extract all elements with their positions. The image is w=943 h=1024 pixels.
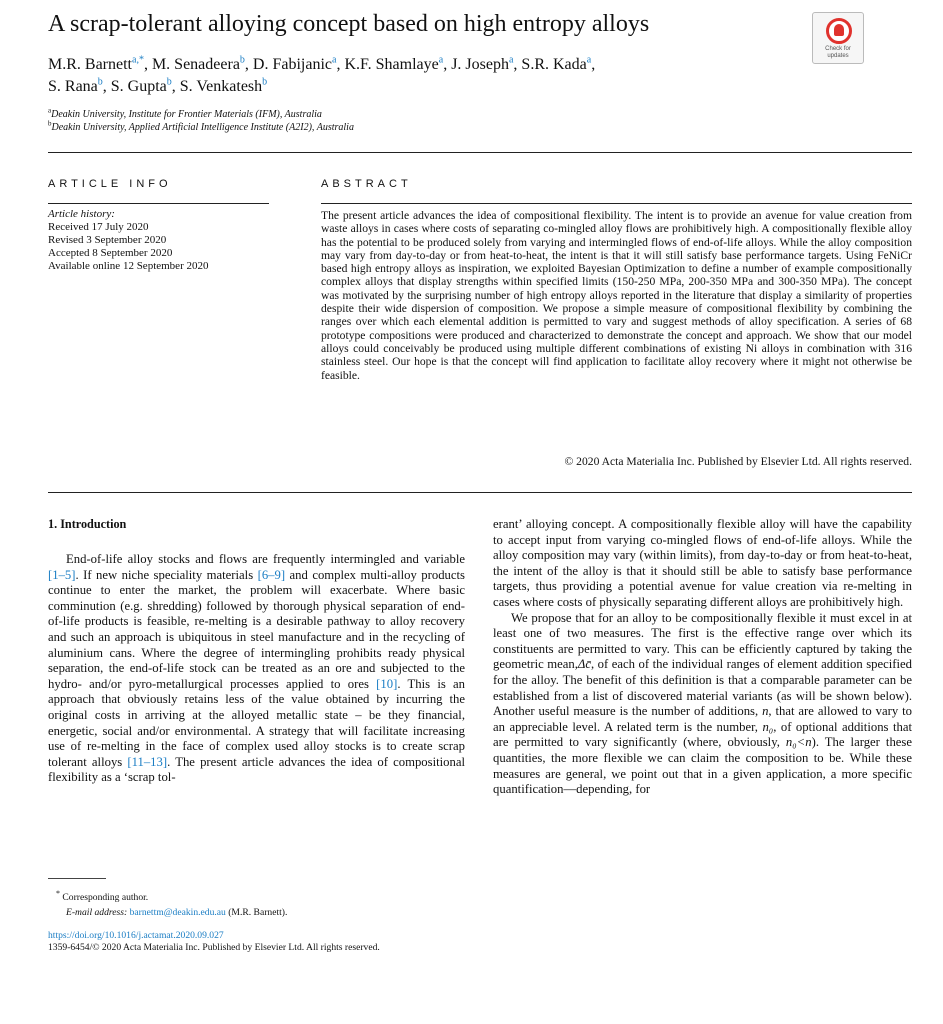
footnote-divider bbox=[48, 878, 106, 879]
history-revised: Revised 3 September 2020 bbox=[48, 234, 167, 246]
article-info-heading: ARTICLE INFO bbox=[48, 178, 172, 190]
author-name: S.R. Kada bbox=[521, 56, 587, 73]
author-affiliation-marker[interactable]: a bbox=[438, 54, 444, 66]
math-symbol: n₀<n bbox=[785, 735, 812, 750]
footnote bbox=[48, 886, 468, 920]
header-divider bbox=[48, 152, 912, 153]
article-history-label: Article history: bbox=[48, 208, 115, 220]
author-name: S. Gupta bbox=[110, 78, 167, 95]
affiliation-line bbox=[48, 108, 354, 121]
right-column bbox=[493, 517, 912, 798]
affiliation-marker: b bbox=[48, 119, 52, 128]
left-column bbox=[48, 552, 465, 786]
intro-paragraph-2: We propose that for an alloy to be compositionally flexible it must excel in at least one of two measures. The first is the effective range over which its constituents are permitted to vary. This can be efficiently captured by taking the geometric mean,Δc̄, of each of the individual ranges of element addition specified for the alloy. The benefit of this definition is that a comparable parameter can be established from a list of discovered material variants (as will be shown below). Another useful measure is the number of additions, n, that are allowed to vary to an appreciable level. A related term is the number, n₀, of optional additions that are permitted to vary significantly (where, obviously, n₀<n). The larger these quantities, the more flexible we can claim the composition to be. While these measures are general, we point out that in a given application, a more specific quantification—depending, for bbox=[493, 610, 912, 797]
intro-paragraph-1: End-of-life alloy stocks and flows are frequently intermingled and variable [1–5]. If new niche speciality materials [6–9] and complex multi-alloy products continue to enter the market, the problem will exacerbate. Where basic comminution (e.g. shredding) followed by thorough physical separation of end-of-life products is feasible, re-melting is a desirable pathway to alloy recovery and such an approach is ubiquitous in steel manufacture and in the recycling of aluminium cans. Where the degree of intermingling prohibits ready physical separation, the end-of-life stock can be treated as an ore and subjected to the hydro- and/or pyro-metallurgical processes applied to ores [10]. This is an approach that obviously retains less of the value obtained by incurring the original costs in arriving at the alloyed metallic state – be they financial, energetic, social and/or environmental. A strategy that will facilitate increasing use of re-melting in the face of complex used alloy stocks is to create scrap tolerant alloys [11–13]. The present article advances the idea of compositional flexibility as a ‘scrap tol- bbox=[48, 552, 466, 785]
footnote-star: * bbox=[56, 889, 60, 898]
citation-link[interactable]: [6–9] bbox=[257, 567, 286, 582]
doi-link[interactable]: https://doi.org/10.1016/j.actamat.2020.09.027 bbox=[48, 930, 224, 941]
history-accepted: Accepted 8 September 2020 bbox=[48, 247, 173, 259]
email-owner: (M.R. Barnett). bbox=[228, 907, 288, 919]
math-symbol: n₀ bbox=[762, 719, 774, 734]
article-info-divider bbox=[48, 203, 269, 204]
citation-link[interactable]: [10] bbox=[376, 676, 398, 691]
badge-caption: Check for updates bbox=[825, 46, 851, 59]
affiliation-line bbox=[48, 121, 354, 134]
email-link[interactable]: barnettm@deakin.edu.au bbox=[129, 907, 226, 919]
affiliations bbox=[48, 108, 354, 134]
math-symbol: n bbox=[762, 704, 769, 719]
abstract-divider bbox=[321, 203, 912, 204]
affiliation-marker: a bbox=[48, 106, 52, 115]
author-name: S. Rana bbox=[48, 78, 98, 95]
check-for-updates-icon[interactable] bbox=[812, 12, 864, 64]
history-received: Received 17 July 2020 bbox=[48, 221, 149, 233]
author-name: S. Venkatesh bbox=[179, 78, 263, 95]
author-affiliation-marker[interactable]: b bbox=[166, 76, 172, 88]
abstract-heading: ABSTRACT bbox=[321, 178, 412, 190]
author-affiliation-marker[interactable]: b bbox=[262, 76, 268, 88]
author-name: D. Fabijanic bbox=[252, 56, 333, 73]
author-name: M.R. Barnett bbox=[48, 56, 132, 73]
abstract-copyright: © 2020 Acta Materialia Inc. Published by Elsevier Ltd. All rights reserved. bbox=[564, 455, 912, 468]
author-name: J. Joseph bbox=[451, 56, 509, 73]
history-online: Available online 12 September 2020 bbox=[48, 260, 209, 272]
email-label: E-mail address: bbox=[66, 907, 128, 919]
section-heading-introduction: 1. Introduction bbox=[48, 517, 127, 531]
corresponding-author-note: Corresponding author. bbox=[62, 892, 149, 904]
affiliation-text: Deakin University, Institute for Frontier Materials (IFM), Australia bbox=[51, 109, 322, 120]
author-name: K.F. Shamlaye bbox=[344, 56, 439, 73]
paper-title: A scrap-tolerant alloying concept based on high entropy alloys bbox=[48, 11, 650, 37]
author-name: M. Senadeera bbox=[151, 56, 240, 73]
author-affiliation-marker[interactable]: a bbox=[586, 54, 592, 66]
abstract-bottom-divider bbox=[48, 492, 912, 493]
abstract-text: The present article advances the idea of compositional flexibility. The intent is to provide an avenue for value creation from waste alloys in cases where costs of separating co-mingled alloy flows are prohibitively high. A compositionally flexible alloy has the potential to be produced solely from varying and intermingled flows of end-of-life alloys. While the alloy composition may vary from day-to-day or from heat-to-heat, the intent is that it will still satisfy base performance targets. Using FeNiCr based high entropy alloys as inspiration, we exploited Bayesian Optimization to define a number of example compositionally complex alloys that display strengths within specified limits (150-250 MPa, 200-350 MPa and 300-350 MPa). The concept was motivated by the surprising number of high entropy alloys reported in the literature that display a similarity of properties despite their wide dispersion of composition. We propose a simple measure of compositional flexibility by combining the ranges over which each elemental addition is permitted to vary and suggest methods of alloy specification. A series of 68 prototype compositions were produced and characterized to demonstrate the concept and approach. We show that our model alloys could conceivably be produced using multiple different combinations of existing Ni alloys in combination with 316 stainless steel. Our hope is that the concept will find application to facilitate alloy recovery where it might not otherwise be feasible. bbox=[321, 209, 912, 382]
author-affiliation-marker[interactable]: b bbox=[97, 76, 103, 88]
author-list: M.R. Barnett$^{a,*}$, M. Senadeera$^b$, D. Fabijanic$^a$, K.F. Shamlaye$^a$, J. Joseph$^a$, S.R. Kada$^a$, S. Rana$^b$, S. Gupta$^b$, S. Venkatesh$^b$ bbox=[48, 54, 596, 95]
citation-link[interactable]: [1–5] bbox=[48, 567, 76, 582]
author-affiliation-marker[interactable]: b bbox=[239, 54, 245, 66]
math-symbol: Δc̄ bbox=[577, 657, 591, 672]
affiliation-text: Deakin University, Applied Artificial Intelligence Institute (A2I2), Australia bbox=[51, 122, 354, 133]
doi-block bbox=[48, 930, 508, 954]
issn-copyright: 1359-6454/© 2020 Acta Materialia Inc. Published by Elsevier Ltd. All rights reserved. bbox=[48, 942, 380, 953]
author-affiliation-marker[interactable]: a,* bbox=[132, 54, 144, 66]
author-affiliation-marker[interactable]: a bbox=[508, 54, 514, 66]
updates-badge-symbol bbox=[826, 18, 852, 44]
intro-paragraph-1-continued: erant’ alloying concept. A compositionally flexible alloy will have the capability to accept input from varying co-mingled flows of end-of-life alloys. While the alloy composition may vary (within limits), from day-to-day or from heat-to-heat, the intent of the alloy is that it should still be able to satisfy base performance targets, thus providing a potential avenue for value creation via re-melting in cases where costs of physically separating different alloys are prohibitively high. bbox=[493, 517, 912, 609]
article-history bbox=[48, 208, 278, 273]
citation-link[interactable]: [11–13] bbox=[127, 754, 168, 769]
author-affiliation-marker[interactable]: a bbox=[332, 54, 337, 66]
